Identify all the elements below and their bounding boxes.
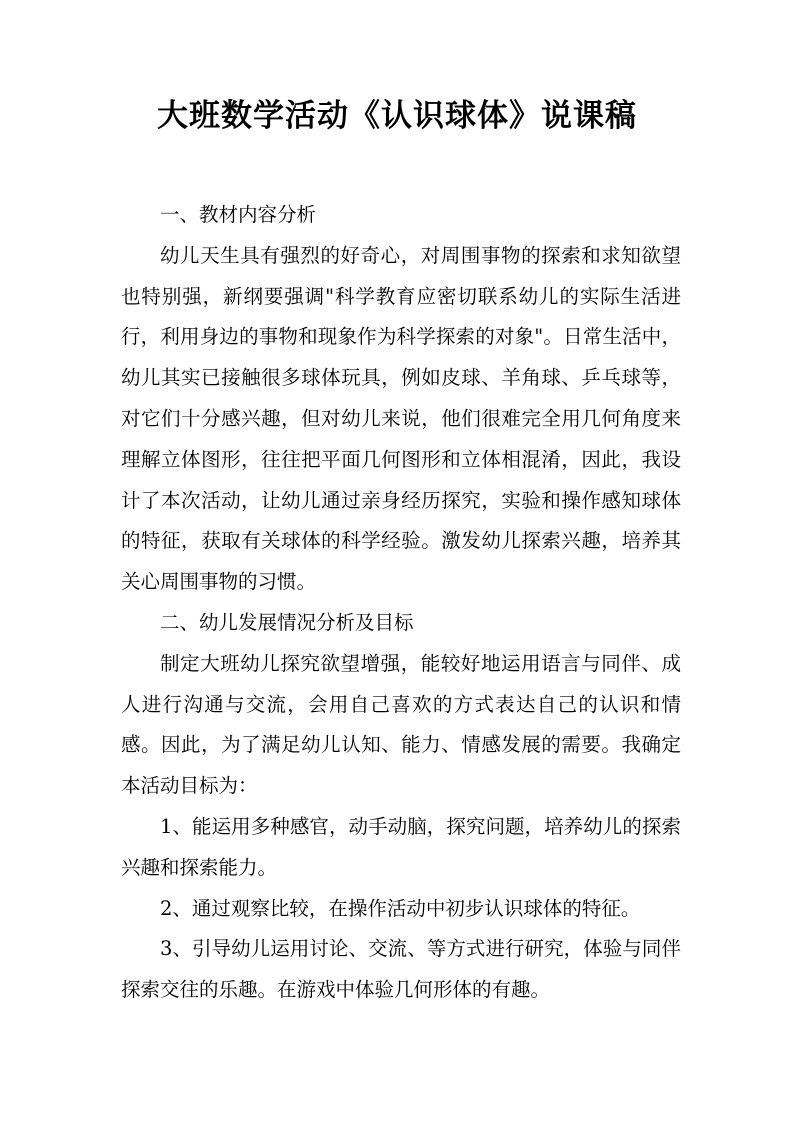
paragraph-1: 幼儿天生具有强烈的好奇心，对周围事物的探索和求知欲望也特别强，新纲要强调"科学教育应密切联系幼儿的实际生活进行，利用身边的事物和现象作为科学探索的对象"。日常生活中，幼儿其实已接触很多球体玩具，例如皮球、羊角球、乒乓球等，对它们十分感兴趣，但对幼儿来说，他们很难完全用几何角度来理解立体图形，往往把平面几何图形和立体相混淆，因此，我设计了本次活动，让幼儿通过亲身经历探究，实验和操作感知球体的特征，获取有关球体的科学经验。激发幼儿探索兴趣，培养其关心周围事物的习惯。 xyxy=(121,243,681,594)
goal-item-1: 1、能运用多种感官，动手动脑，探究问题，培养幼儿的探索兴趣和探索能力。 xyxy=(121,814,681,879)
section-heading-1: 一、教材内容分析 xyxy=(160,203,317,226)
goal-item-2: 2、通过观察比较，在操作活动中初步认识球体的特征。 xyxy=(160,896,641,920)
document-title: 大班数学活动《认识球体》说课稿 xyxy=(157,98,637,134)
goal-item-3: 3、引导幼儿运用讨论、交流、等方式进行研究，体验与同伴探索交往的乐趣。在游戏中体验几何形体的有趣。 xyxy=(121,937,681,1002)
section-heading-2: 二、幼儿发展情况分析及目标 xyxy=(160,610,414,634)
document-body xyxy=(121,195,681,1011)
paragraph-2: 制定大班幼儿探究欲望增强，能较好地运用语言与同伴、成人进行沟通与交流，会用自己喜欢的方式表达自己的认识和情感。因此，为了满足幼儿认知、能力、情感发展的需要。我确定本活动目标为： xyxy=(121,651,681,798)
